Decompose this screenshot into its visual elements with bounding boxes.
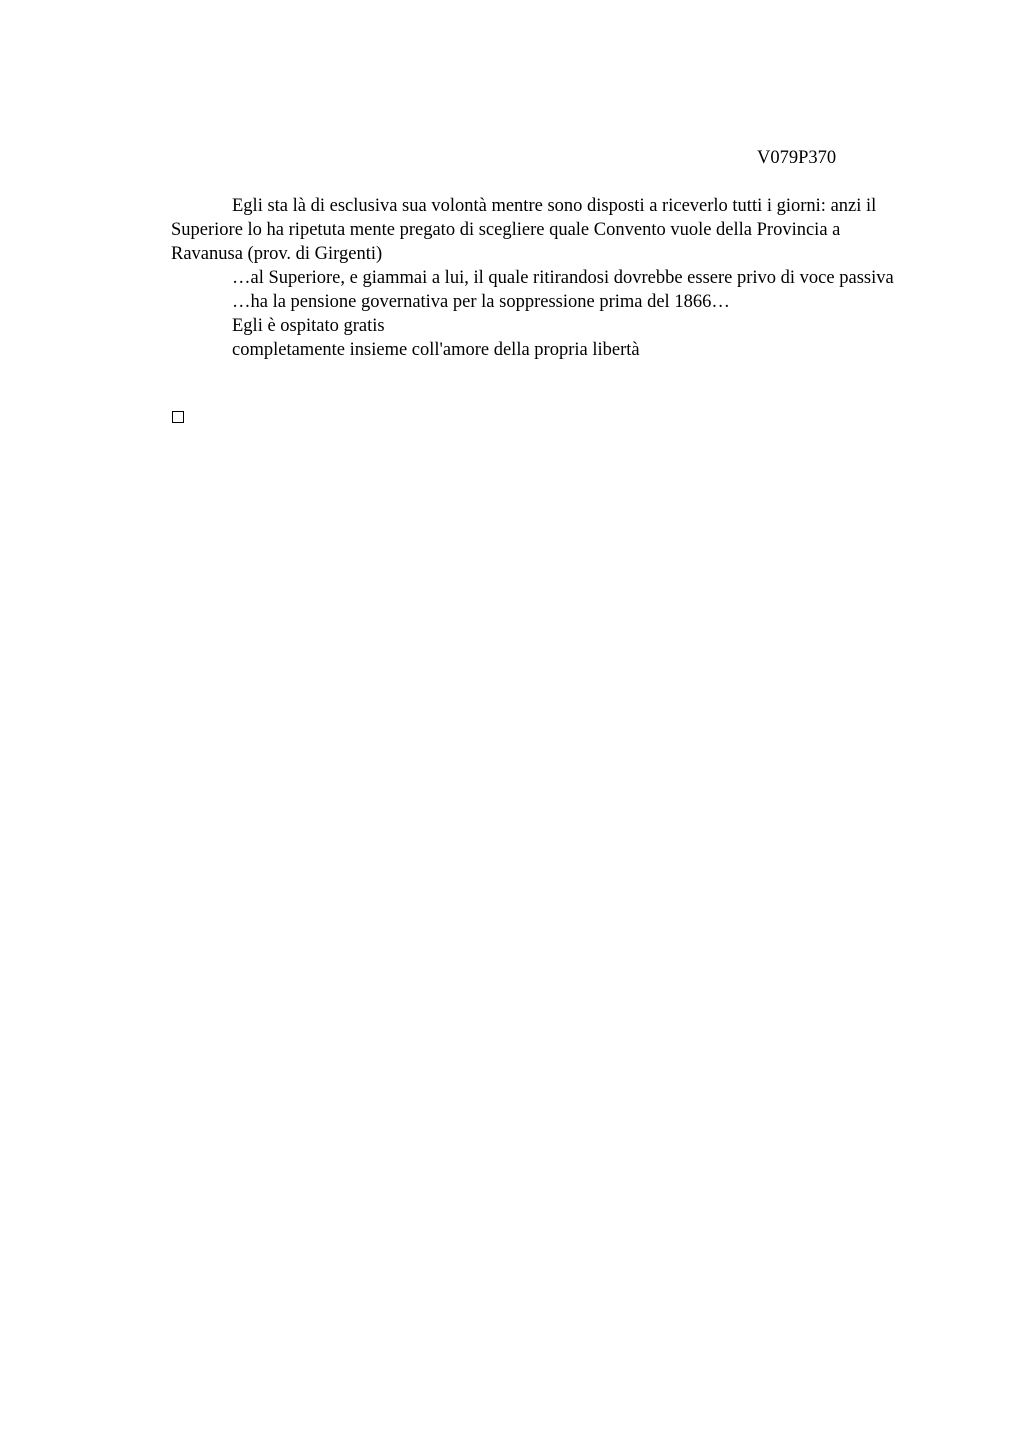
page-code: V079P370 (757, 148, 837, 168)
paragraph-first-line: Egli sta là di esclusiva sua volontà mentre sono disposti a riceverlo tutti i giorni: (232, 196, 826, 216)
paragraph (171, 194, 911, 266)
document-body (171, 194, 911, 362)
paragraph: Egli è ospitato gratis (232, 316, 385, 336)
empty-square-icon (172, 411, 184, 423)
paragraph-continuation: anzi il Superiore lo ha ripetuta mente pregato di scegliere quale Convento vuole della Provincia a Ravanusa (prov. di Girgenti) (171, 196, 877, 264)
paragraph: …ha la pensione governativa per la soppressione prima del 1866… (232, 292, 730, 312)
paragraph: completamente insieme coll'amore della propria libertà (232, 340, 640, 360)
paragraph: …al Superiore, e giammai a lui, il quale ritirandosi dovrebbe essere privo di voce passiva (232, 268, 894, 288)
